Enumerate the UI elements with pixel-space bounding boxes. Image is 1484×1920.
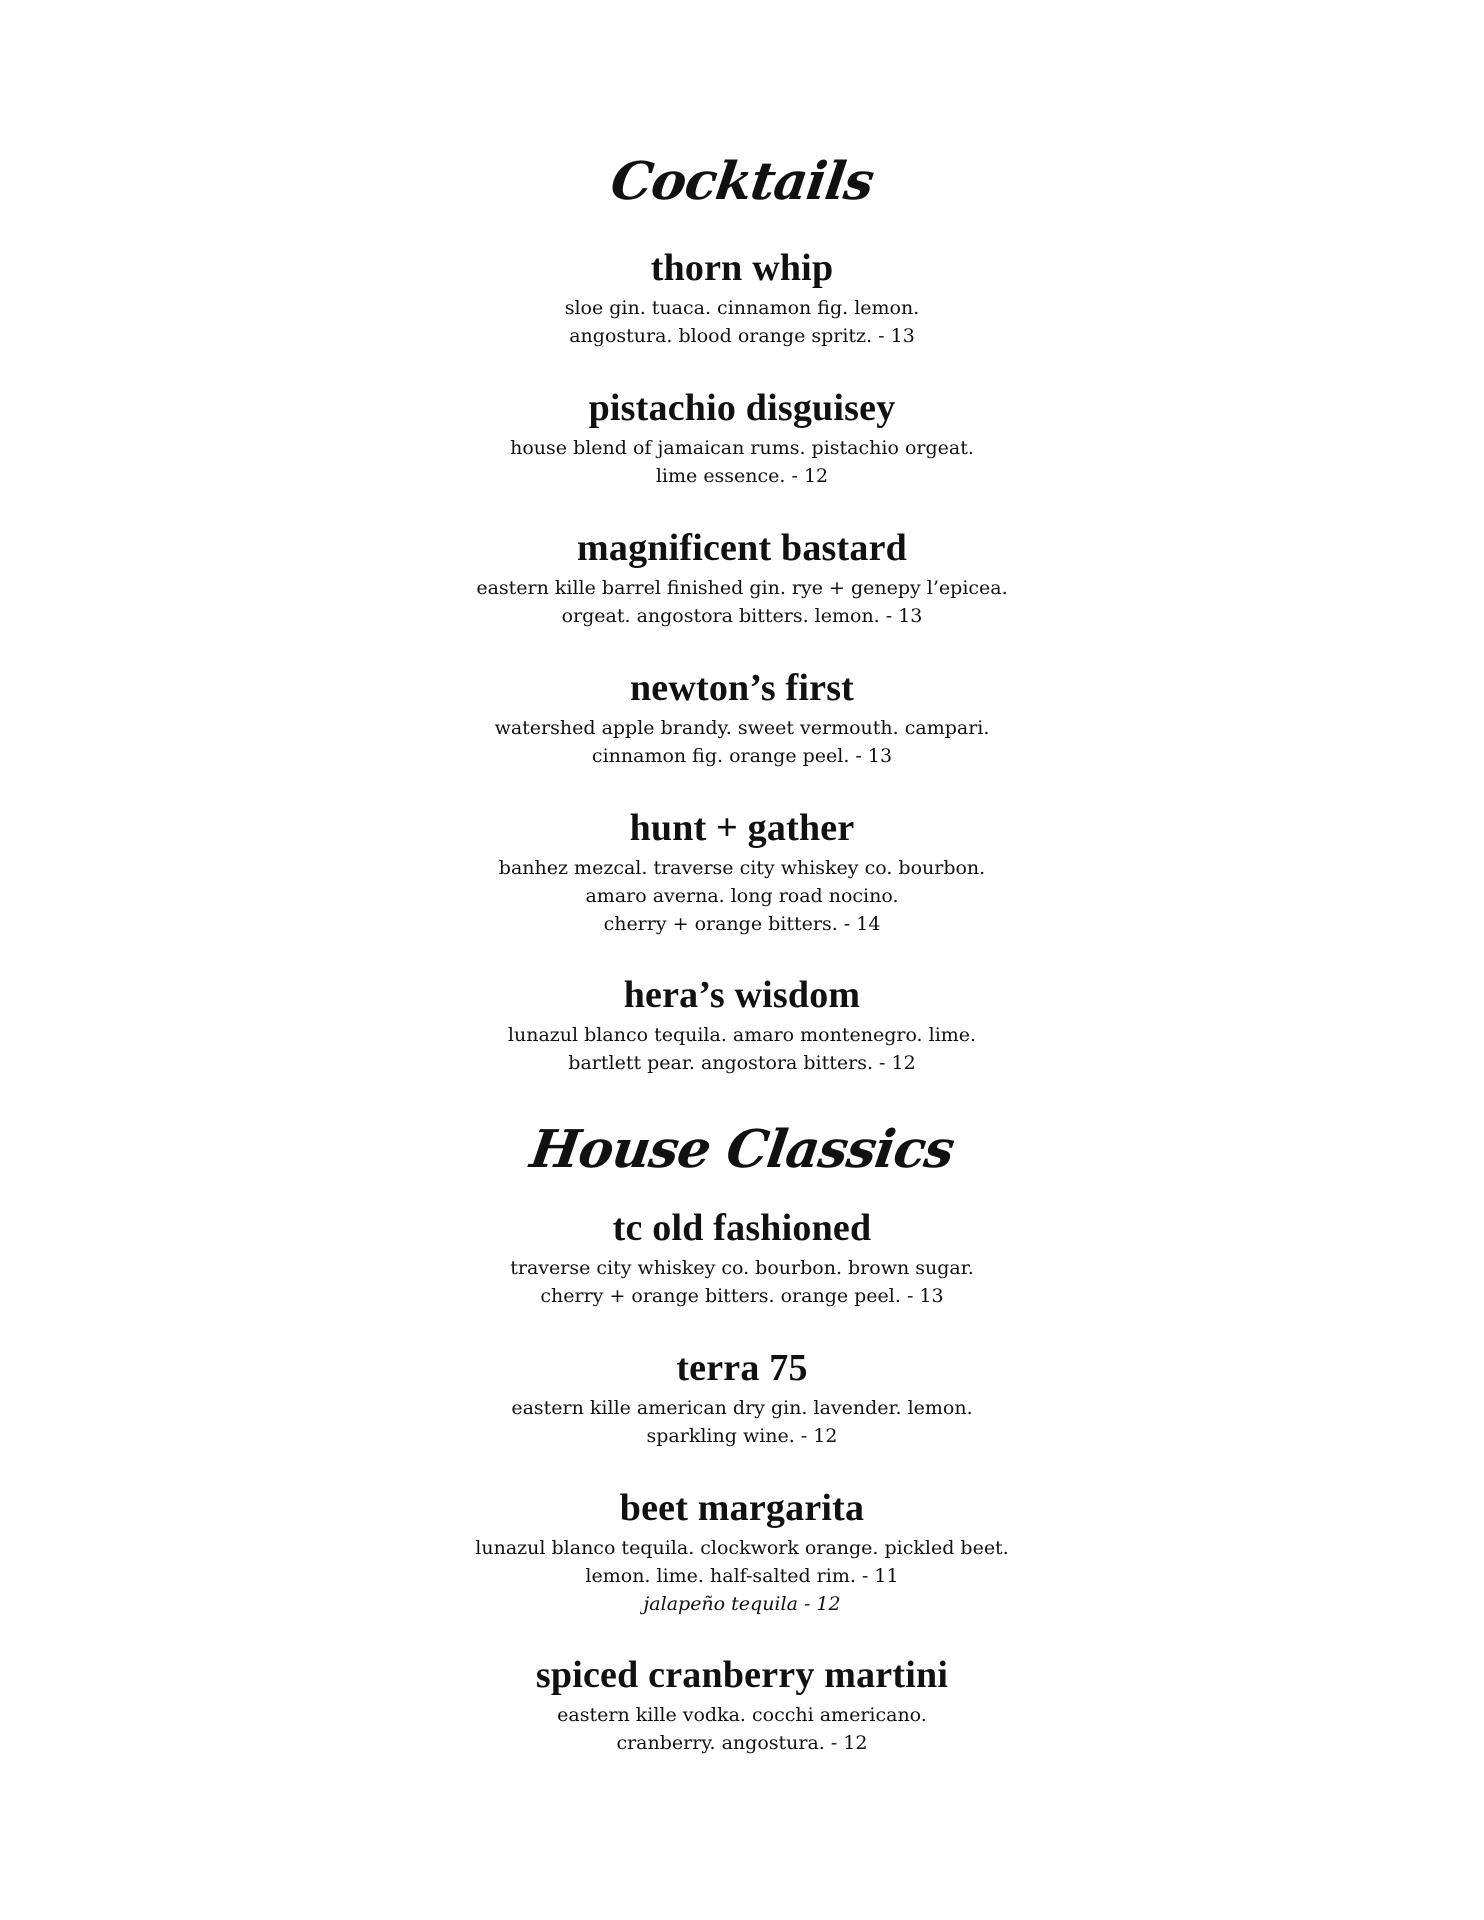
menu-item — [0, 526, 1484, 630]
item-description-line: eastern kille vodka. cocchi americano. — [557, 1704, 927, 1726]
item-description — [0, 1254, 1484, 1310]
menu-item — [0, 1486, 1484, 1618]
item-name: hera’s wisdom — [623, 974, 861, 1016]
item-description-line: cinnamon fig. orange peel. - 13 — [591, 745, 893, 767]
menu-item — [0, 666, 1484, 770]
item-description-line: bartlett pear. angostora bitters. - 12 — [568, 1052, 916, 1074]
item-description — [0, 1534, 1484, 1618]
item-name: tc old fashioned — [612, 1207, 872, 1249]
item-description-line: lunazul blanco tequila. amaro montenegro. lime. — [507, 1024, 977, 1046]
item-description-line: lemon. lime. half-salted rim. - 11 — [585, 1565, 899, 1587]
item-description-line: lunazul blanco tequila. clockwork orange. pickled beet. — [475, 1537, 1009, 1559]
section-title-cocktails: Cocktails — [607, 151, 877, 212]
item-description-line: traverse city whiskey co. bourbon. brown sugar. — [510, 1257, 974, 1279]
menu-item — [0, 1346, 1484, 1450]
item-description-line: cherry + orange bitters. orange peel. - 13 — [540, 1285, 944, 1307]
item-description-line: orgeat. angostora bitters. lemon. - 13 — [561, 605, 923, 627]
item-description — [0, 574, 1484, 630]
section-title-house-classics: House Classics — [526, 1119, 958, 1180]
menu-item — [0, 1653, 1484, 1757]
item-description-line: amaro averna. long road nocino. — [585, 885, 899, 907]
item-name: terra 75 — [676, 1347, 808, 1389]
item-description — [0, 1701, 1484, 1757]
item-description-line: angostura. blood orange spritz. - 13 — [569, 325, 915, 347]
item-description — [0, 854, 1484, 938]
item-name: magnificent bastard — [577, 527, 907, 569]
item-description — [0, 294, 1484, 350]
item-description-line: watershed apple brandy. sweet vermouth. campari. — [494, 717, 990, 739]
item-description-line: house blend of jamaican rums. pistachio orgeat. — [510, 437, 974, 459]
item-name: pistachio disguisey — [588, 387, 896, 429]
item-name: beet margarita — [619, 1487, 865, 1529]
item-description-line: cranberry. angostura. - 12 — [616, 1732, 868, 1754]
menu-item — [0, 386, 1484, 490]
item-description — [0, 1394, 1484, 1450]
item-name: hunt + gather — [629, 807, 855, 849]
item-description — [0, 1021, 1484, 1077]
menu-item — [0, 1206, 1484, 1310]
item-description — [0, 434, 1484, 490]
item-description-line: lime essence. - 12 — [655, 465, 829, 487]
item-description-line: eastern kille american dry gin. lavender. lemon. — [511, 1397, 973, 1419]
item-description-line: cherry + orange bitters. - 14 — [603, 913, 881, 935]
item-name: thorn whip — [650, 247, 834, 289]
menu-item — [0, 973, 1484, 1077]
menu-item — [0, 806, 1484, 938]
item-description-line: sloe gin. tuaca. cinnamon fig. lemon. — [564, 297, 920, 319]
item-description-line: banhez mezcal. traverse city whiskey co. bourbon. — [498, 857, 986, 879]
item-description-line: eastern kille barrel finished gin. rye + genepy l’epicea. — [476, 577, 1008, 599]
item-name: spiced cranberry martini — [535, 1654, 949, 1696]
item-description-line: sparkling wine. - 12 — [646, 1425, 838, 1447]
item-name: newton’s first — [629, 667, 855, 709]
item-description — [0, 714, 1484, 770]
menu-item — [0, 246, 1484, 350]
item-variant-note: jalapeño tequila - 12 — [643, 1593, 841, 1615]
